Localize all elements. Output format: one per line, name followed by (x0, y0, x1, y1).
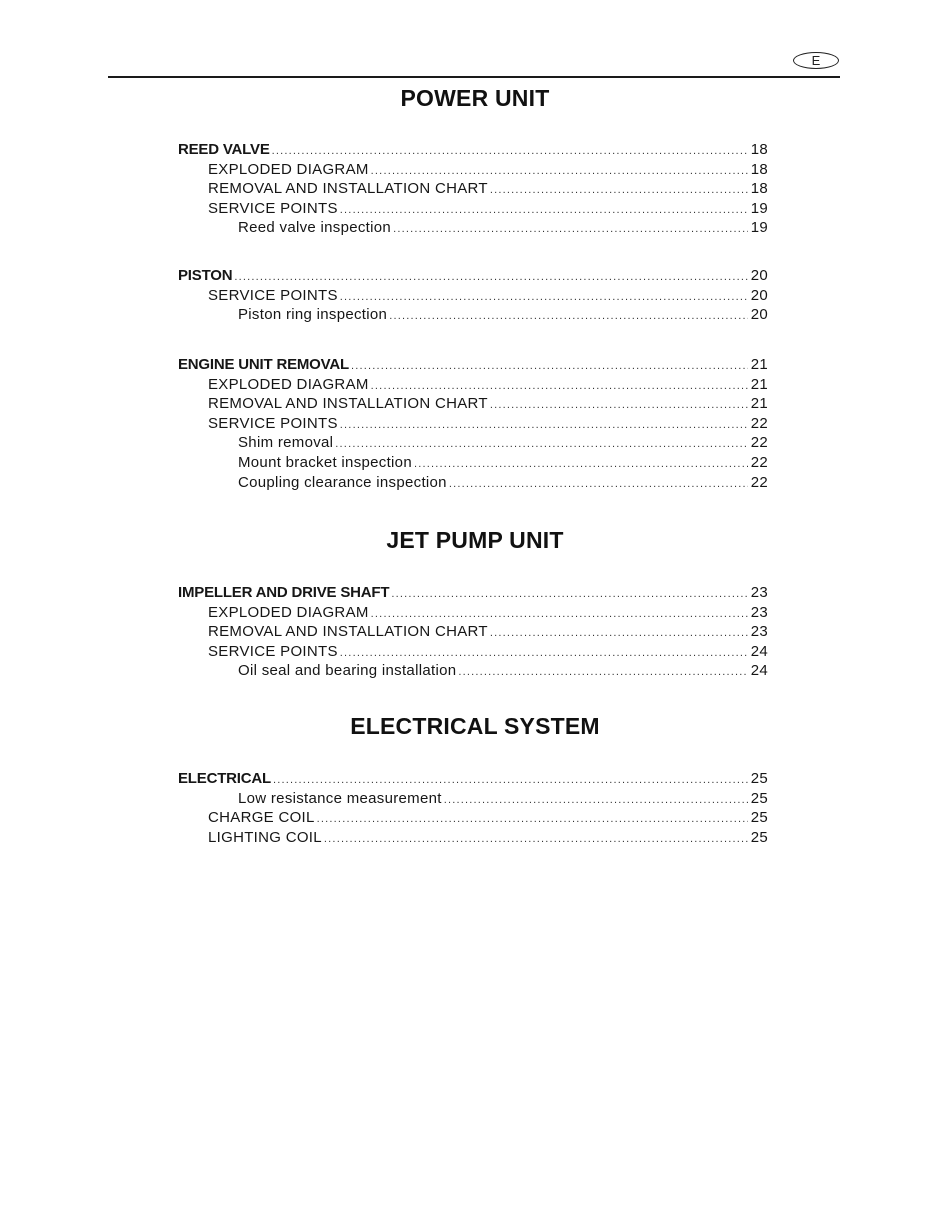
toc-entry-label: SERVICE POINTS (208, 286, 338, 304)
toc-entry-page: 21 (750, 395, 768, 413)
toc-entry[interactable] (178, 789, 768, 809)
toc-entry-label: LIGHTING COIL (208, 828, 322, 846)
toc-entry-page: 21 (750, 375, 768, 393)
toc-group-electrical (178, 769, 768, 847)
toc-entry[interactable] (178, 179, 768, 199)
language-badge-e (793, 52, 839, 69)
toc-entry-label: EXPLODED DIAGRAM (208, 603, 369, 621)
dot-leader (340, 416, 748, 436)
toc-entry[interactable] (178, 453, 768, 473)
toc-entry-page: 23 (750, 603, 768, 621)
toc-entry[interactable] (178, 661, 768, 681)
dot-leader (490, 396, 748, 416)
toc-entry[interactable] (178, 218, 768, 238)
toc-group-reed-valve (178, 140, 768, 238)
toc-entry-page: 25 (750, 789, 768, 807)
toc-entry-label: EXPLODED DIAGRAM (208, 160, 369, 178)
toc-entry-page: 25 (750, 828, 768, 846)
toc-entry-label: REED VALVE (178, 141, 270, 158)
toc-entry-label: SERVICE POINTS (208, 642, 338, 660)
toc-entry-page: 25 (750, 770, 768, 787)
toc-entry[interactable] (178, 473, 768, 493)
dot-leader (490, 624, 748, 644)
dot-leader (340, 201, 748, 221)
toc-entry-label: Oil seal and bearing installation (238, 662, 457, 680)
dot-leader (351, 357, 748, 377)
toc-entry-label: SERVICE POINTS (208, 414, 338, 432)
toc-entry-page: 19 (750, 199, 768, 217)
toc-entry-label: IMPELLER AND DRIVE SHAFT (178, 584, 390, 601)
toc-entry[interactable] (178, 769, 768, 789)
section-title-jet-pump-unit: JET PUMP UNIT (386, 527, 564, 553)
toc-entry-page: 21 (750, 356, 768, 373)
toc-entry-page: 20 (750, 306, 768, 324)
toc-entry[interactable] (178, 266, 768, 286)
toc-entry-page: 20 (750, 286, 768, 304)
toc-group-engine-unit-removal (178, 355, 768, 492)
toc-entry[interactable] (178, 140, 768, 160)
toc-entry-page: 23 (750, 623, 768, 641)
toc-entry[interactable] (178, 808, 768, 828)
toc-entry-label: Reed valve inspection (238, 219, 392, 237)
toc-entry[interactable] (178, 355, 768, 375)
toc-entry-page: 23 (750, 584, 768, 601)
toc-entry-label: REMOVAL AND INSTALLATION CHART (208, 395, 488, 413)
toc-entry-page: 22 (750, 414, 768, 432)
toc-entry-page: 25 (750, 809, 768, 827)
toc-entry-label: Piston ring inspection (238, 306, 388, 324)
dot-leader (458, 663, 748, 683)
toc-entry[interactable] (178, 305, 768, 325)
dot-leader (490, 181, 748, 201)
toc-entry[interactable] (178, 828, 768, 848)
language-badge-label: E (811, 53, 821, 68)
toc-entry-page: 18 (750, 180, 768, 198)
dot-leader (414, 455, 748, 475)
toc-entry[interactable] (178, 375, 768, 395)
toc-entry-page: 18 (750, 141, 768, 158)
toc-entry-label: CHARGE COIL (208, 809, 315, 827)
dot-leader (449, 475, 748, 495)
toc-entry-page: 20 (750, 267, 768, 284)
toc-entry-label: REMOVAL AND INSTALLATION CHART (208, 180, 488, 198)
toc-entry-page: 22 (750, 453, 768, 471)
dot-leader (391, 585, 748, 605)
toc-entry[interactable] (178, 433, 768, 453)
toc-entry-label: ELECTRICAL (178, 770, 271, 787)
toc-entry-label: Coupling clearance inspection (238, 473, 447, 491)
toc-entry-label: Low resistance measurement (238, 789, 442, 807)
section-title-electrical-system: ELECTRICAL SYSTEM (350, 713, 600, 739)
dot-leader (324, 830, 748, 850)
toc-entry[interactable] (178, 603, 768, 623)
dot-leader (444, 791, 748, 811)
toc-entry[interactable] (178, 642, 768, 662)
toc-entry-page: 24 (750, 662, 768, 680)
toc-entry[interactable] (178, 394, 768, 414)
toc-entry-label: SERVICE POINTS (208, 199, 338, 217)
header-rule (108, 76, 840, 78)
toc-entry-page: 22 (750, 473, 768, 491)
toc-entry[interactable] (178, 583, 768, 603)
toc-entry-page: 22 (750, 434, 768, 452)
dot-leader (393, 220, 748, 240)
dot-leader (340, 288, 748, 308)
section-title-power-unit: POWER UNIT (400, 85, 550, 111)
toc-group-impeller-and-drive-shaft (178, 583, 768, 681)
toc-entry-label: REMOVAL AND INSTALLATION CHART (208, 623, 488, 641)
toc-group-piston (178, 266, 768, 325)
toc-entry-label: Mount bracket inspection (238, 453, 412, 471)
toc-entry[interactable] (178, 414, 768, 434)
toc-entry[interactable] (178, 286, 768, 306)
toc-entry-label: EXPLODED DIAGRAM (208, 375, 369, 393)
toc-entry-page: 24 (750, 642, 768, 660)
toc-entry-label: ENGINE UNIT REMOVAL (178, 356, 349, 373)
dot-leader (389, 307, 748, 327)
toc-entry-page: 19 (750, 219, 768, 237)
toc-entry[interactable] (178, 199, 768, 219)
toc-entry-page: 18 (750, 160, 768, 178)
dot-leader (317, 810, 748, 830)
toc-entry-label: PISTON (178, 267, 233, 284)
toc-entry-label: Shim removal (238, 434, 334, 452)
toc-entry[interactable] (178, 622, 768, 642)
toc-entry[interactable] (178, 160, 768, 180)
